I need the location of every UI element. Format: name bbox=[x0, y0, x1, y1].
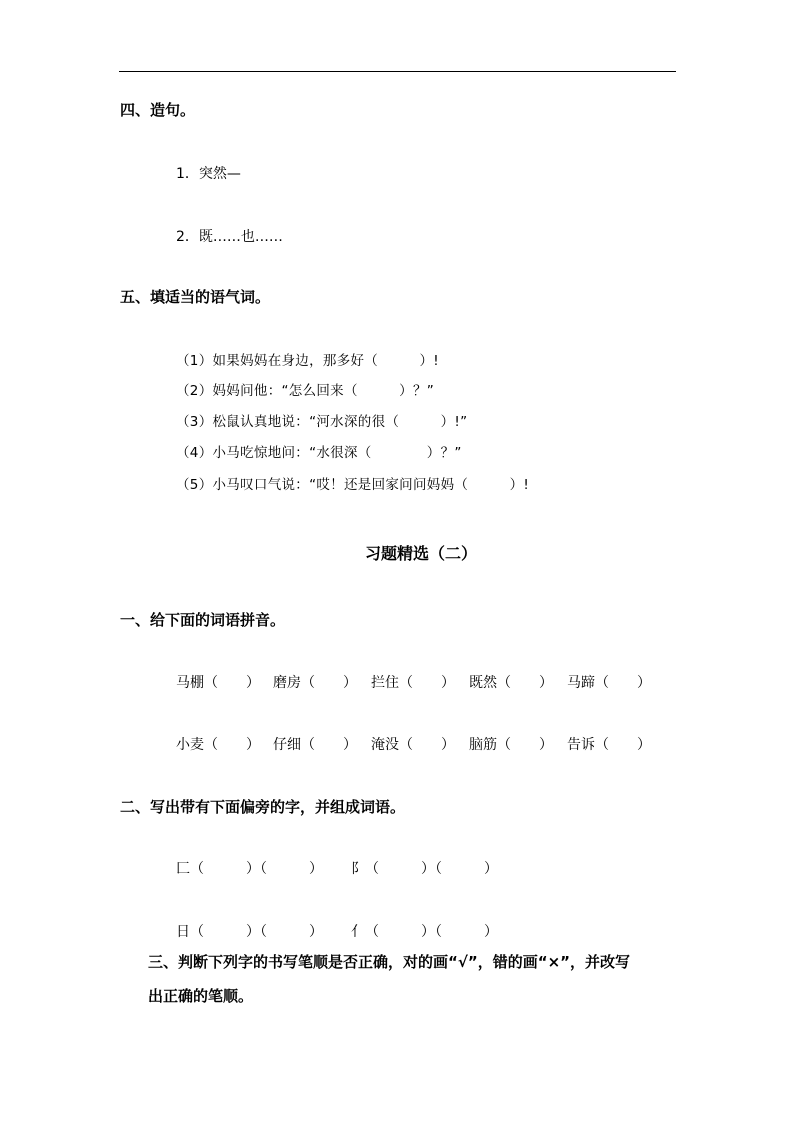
q3-line-2: 出正确的笔顺。 bbox=[148, 987, 254, 1005]
q1-word: 淹没（ ） bbox=[371, 737, 455, 753]
section4-item-2: 2．既……也…… bbox=[176, 229, 283, 245]
section5-item-5: （5）小马叹口气说：“哎！还是回家问问妈妈（ ）! bbox=[176, 477, 530, 493]
q2-heading: 二、写出带有下面偏旁的字，并组成词语。 bbox=[120, 798, 406, 816]
section4-heading: 四、造句。 bbox=[120, 101, 196, 119]
q2-radical-item: 日（ ）（ ） bbox=[176, 924, 323, 940]
q1-word: 小麦（ ） bbox=[176, 737, 260, 753]
q1-word: 拦住（ ） bbox=[371, 675, 455, 691]
section5-heading: 五、填适当的语气词。 bbox=[120, 288, 271, 306]
section5-item-2: （2）妈妈问他：“怎么回来（ ）？” bbox=[176, 383, 435, 399]
q1-word: 告诉（ ） bbox=[567, 737, 651, 753]
q1-word: 马蹄（ ） bbox=[567, 675, 651, 691]
exercise-title: 习题精选（二） bbox=[365, 544, 478, 563]
section5-item-4: （4）小马吃惊地问：“水很深（ ）？” bbox=[176, 445, 462, 461]
q2-radical-item: 匚（ ）（ ） bbox=[176, 861, 323, 877]
section5-item-3: （3）松鼠认真地说：“河水深的很（ ）!” bbox=[176, 414, 468, 430]
q1-heading: 一、给下面的词语拼音。 bbox=[120, 611, 286, 629]
q2-radical-item: 亻（ ）（ ） bbox=[351, 924, 498, 940]
q1-word: 马棚（ ） bbox=[176, 675, 260, 691]
q2-radical-item: 阝（ ）（ ） bbox=[351, 861, 498, 877]
q1-word: 脑筋（ ） bbox=[469, 737, 553, 753]
header-rule bbox=[119, 71, 676, 72]
q1-word: 既然（ ） bbox=[469, 675, 553, 691]
section4-item-1: 1．突然— bbox=[176, 166, 241, 182]
q1-word: 磨房（ ） bbox=[273, 675, 357, 691]
q3-line-1: 三、判断下列字的书写笔顺是否正确，对的画“√”，错的画“×”，并改写 bbox=[148, 953, 631, 971]
q1-word: 仔细（ ） bbox=[273, 737, 357, 753]
section5-item-1: （1）如果妈妈在身边，那多好（ ）! bbox=[176, 353, 440, 369]
